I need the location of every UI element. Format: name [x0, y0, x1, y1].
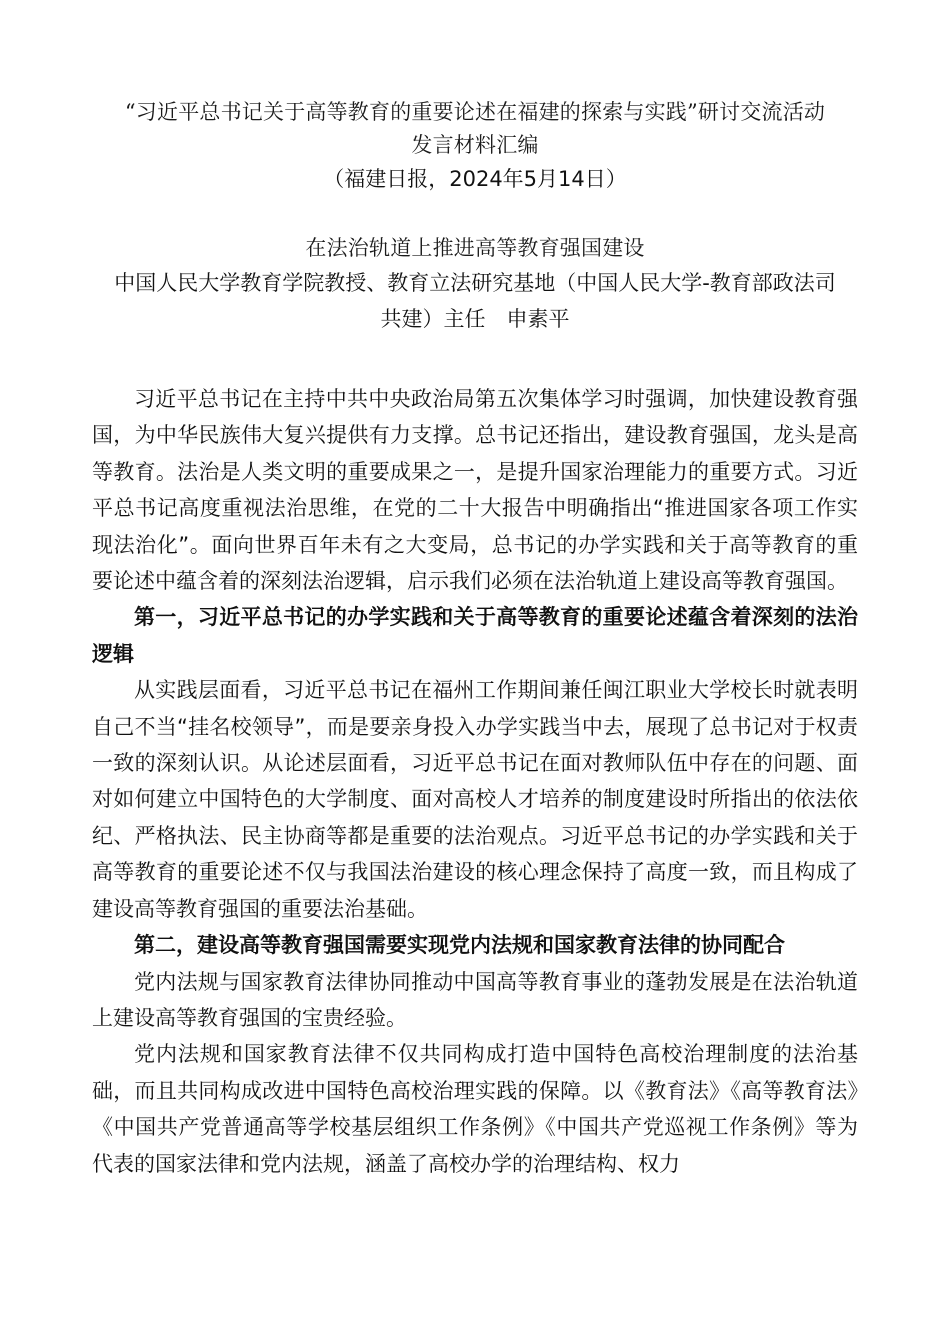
paragraph-intro: 习近平总书记在主持中共中央政治局第五次集体学习时强调，加快建设教育强国，为中华民族伟大复兴提供有力支撑。总书记还指出，建设教育强国，龙头是高等教育。法治是人类文明的重要成果之一，是提升国家治理能力的重要方式。习近平总书记高度重视法治思维，在党的二十大报告中明确指出“推进国家各项工作实现法治化”。面向世界百年未有之大变局，总书记的办学实践和关于高等教育的重要论述中蕴含着的深刻法治逻辑，启示我们必须在法治轨道上建设高等教育强国。	[92, 387, 858, 594]
paragraph-section-2b: 党内法规和国家教育法律不仅共同构成打造中国特色高校治理制度的法治基础，而且共同构成改进中国特色高校治理实践的保障。以《教育法》《高等教育法》《中国共产党普通高等学校基层组织工作条例》《中国共产党巡视工作条例》等为代表的国家法律和党内法规，涵盖了高校办学的治理结构、权力	[92, 1042, 858, 1176]
article-body	[92, 381, 858, 1182]
collection-title-line-1: “习近平总书记关于高等教育的重要论述在福建的探索与实践”研讨交流活动	[124, 100, 826, 124]
section-heading-1: 第一，习近平总书记的办学实践和关于高等教育的重要论述蕴含着深刻的法治逻辑	[92, 605, 858, 666]
collection-title-line-2: 发言材料汇编	[411, 133, 539, 157]
article-title: 在法治轨道上推进高等教育强国建设	[305, 236, 645, 260]
collection-title	[92, 96, 858, 162]
author-line-2: 共建）主任 申素平	[380, 307, 570, 331]
paragraph-section-2a: 党内法规与国家教育法律协同推动中国高等教育事业的蓬勃发展是在法治轨道上建设高等教育强国的宝贵经验。	[92, 969, 858, 1030]
paragraph-section-1: 从实践层面看，习近平总书记在福州工作期间兼任闽江职业大学校长时就表明自己不当“挂名校领导”，而是要亲身投入办学实践当中去，展现了总书记对于权责一致的深刻认识。从论述层面看，习近平总书记在面对教师队伍中存在的问题、面对如何建立中国特色的大学制度、面对高校人才培养的制度建设时所指出的依法依纪、严格执法、民主协商等都是重要的法治观点。习近平总书记的办学实践和关于高等教育的重要论述不仅与我国法治建设的核心理念保持了高度一致，而且构成了建设高等教育强国的重要法治基础。	[92, 678, 858, 921]
source-line: （福建日报，2024年5月14日）	[323, 167, 627, 191]
author-line	[92, 265, 858, 337]
section-heading-2: 第二，建设高等教育强国需要实现党内法规和国家教育法律的协同配合	[134, 933, 785, 958]
author-line-1: 中国人民大学教育学院教授、教育立法研究基地（中国人民大学-教育部政法司	[114, 271, 836, 295]
